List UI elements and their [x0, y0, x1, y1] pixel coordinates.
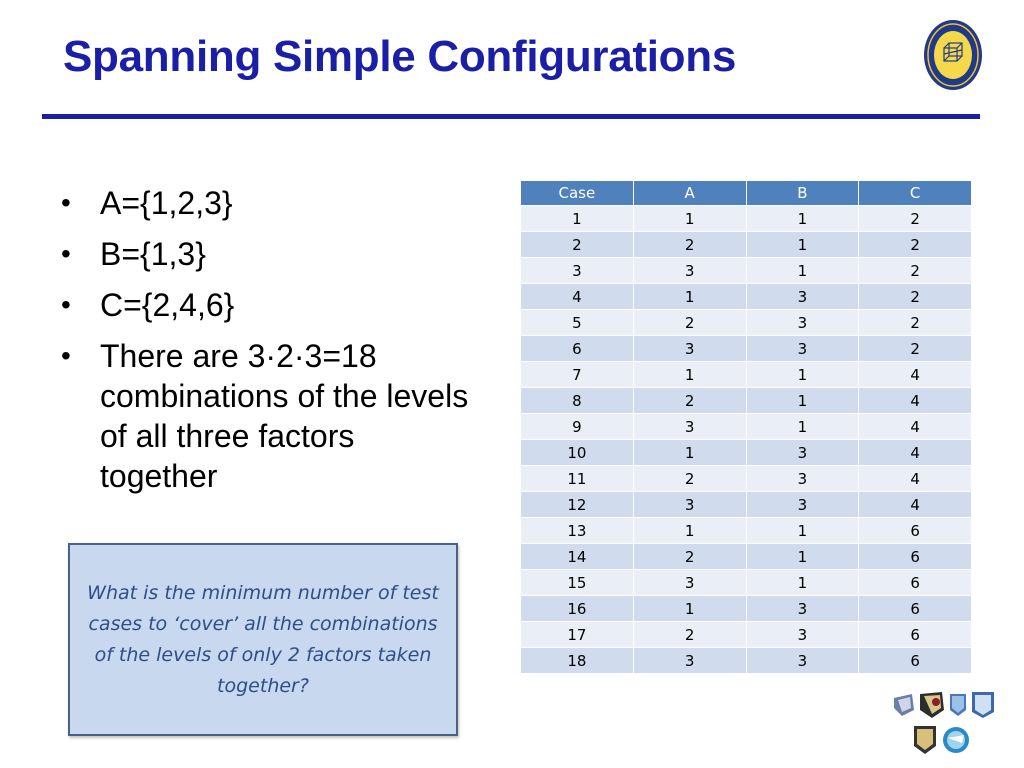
cell-c: 6	[859, 570, 972, 596]
cell-b: 3	[746, 648, 859, 674]
cell-case: 2	[521, 232, 634, 258]
bullet-item	[55, 336, 475, 496]
table-row	[521, 492, 972, 518]
cell-b: 3	[746, 492, 859, 518]
table-row	[521, 232, 972, 258]
cell-case: 10	[521, 440, 634, 466]
cell-case: 6	[521, 336, 634, 362]
cell-b: 3	[746, 336, 859, 362]
question-callout	[68, 543, 458, 736]
table-row	[521, 388, 972, 414]
cell-a: 2	[633, 466, 746, 492]
cell-a: 1	[633, 596, 746, 622]
cell-a: 2	[633, 544, 746, 570]
cell-a: 1	[633, 284, 746, 310]
cell-c: 6	[859, 622, 972, 648]
header-c: C	[859, 181, 972, 206]
table-row	[521, 310, 972, 336]
cell-b: 1	[746, 570, 859, 596]
cell-case: 3	[521, 258, 634, 284]
cell-a: 3	[633, 570, 746, 596]
cell-a: 1	[633, 440, 746, 466]
cell-c: 4	[859, 492, 972, 518]
cell-b: 1	[746, 362, 859, 388]
table-row	[521, 414, 972, 440]
cell-c: 4	[859, 414, 972, 440]
table-row	[521, 284, 972, 310]
cell-a: 2	[633, 388, 746, 414]
cell-case: 14	[521, 544, 634, 570]
bullet-item	[55, 183, 475, 223]
cell-b: 3	[746, 466, 859, 492]
cell-b: 1	[746, 518, 859, 544]
cell-case: 5	[521, 310, 634, 336]
table-row	[521, 258, 972, 284]
cell-b: 3	[746, 596, 859, 622]
bullet-item	[55, 285, 475, 325]
table-row	[521, 336, 972, 362]
cell-case: 11	[521, 466, 634, 492]
cell-c: 4	[859, 362, 972, 388]
cell-case: 12	[521, 492, 634, 518]
cell-b: 1	[746, 414, 859, 440]
slide-title: Spanning Simple Configurations	[63, 32, 737, 81]
table-row	[521, 570, 972, 596]
table-body	[521, 206, 972, 674]
cell-b: 1	[746, 206, 859, 232]
cell-a: 3	[633, 336, 746, 362]
table-row	[521, 518, 972, 544]
cell-a: 1	[633, 518, 746, 544]
table-row	[521, 544, 972, 570]
title-divider	[42, 114, 980, 119]
cell-c: 6	[859, 518, 972, 544]
cell-case: 8	[521, 388, 634, 414]
cell-a: 3	[633, 648, 746, 674]
cell-a: 1	[633, 362, 746, 388]
bullet-text: There are 3·2·3=18 combinations of the levels of all three factors together	[100, 338, 469, 494]
bullet-item	[55, 234, 475, 274]
cell-b: 3	[746, 310, 859, 336]
bullet-marker: •	[61, 289, 71, 320]
cell-case: 13	[521, 518, 634, 544]
cell-c: 4	[859, 440, 972, 466]
table-row	[521, 362, 972, 388]
cell-c: 4	[859, 466, 972, 492]
cell-c: 6	[859, 544, 972, 570]
cell-case: 7	[521, 362, 634, 388]
cell-case: 16	[521, 596, 634, 622]
cell-b: 1	[746, 258, 859, 284]
bullet-marker: •	[61, 238, 71, 269]
table-row	[521, 466, 972, 492]
cell-b: 1	[746, 232, 859, 258]
cell-b: 1	[746, 544, 859, 570]
cell-a: 3	[633, 414, 746, 440]
cell-b: 1	[746, 388, 859, 414]
cell-a: 2	[633, 310, 746, 336]
callout-text: What is the minimum number of test cases to ‘cover’ all the combinations of the levels of only 2 factors taken together?	[87, 581, 439, 697]
cell-b: 3	[746, 284, 859, 310]
cell-case: 15	[521, 570, 634, 596]
bullet-text: C={2,4,6}	[100, 287, 235, 323]
table-row	[521, 596, 972, 622]
bullet-text: A={1,2,3}	[100, 185, 233, 221]
cell-c: 2	[859, 258, 972, 284]
table-row	[521, 206, 972, 232]
cell-c: 6	[859, 648, 972, 674]
cell-c: 2	[859, 284, 972, 310]
cell-a: 2	[633, 622, 746, 648]
cell-b: 3	[746, 440, 859, 466]
bullet-marker: •	[61, 187, 71, 218]
cell-c: 2	[859, 232, 972, 258]
cell-case: 18	[521, 648, 634, 674]
cell-case: 4	[521, 284, 634, 310]
bullet-list	[55, 183, 475, 507]
cell-c: 6	[859, 596, 972, 622]
cell-case: 1	[521, 206, 634, 232]
header-case: Case	[521, 181, 634, 206]
cell-case: 9	[521, 414, 634, 440]
cell-a: 1	[633, 206, 746, 232]
cell-b: 3	[746, 622, 859, 648]
cell-c: 4	[859, 388, 972, 414]
cell-a: 3	[633, 492, 746, 518]
cell-a: 3	[633, 258, 746, 284]
table-row	[521, 440, 972, 466]
command-emblems-icon	[890, 688, 1002, 758]
cell-c: 2	[859, 336, 972, 362]
table-row	[521, 648, 972, 674]
bullet-text: B={1,3}	[100, 236, 206, 272]
bullet-marker: •	[61, 340, 71, 371]
cell-c: 2	[859, 206, 972, 232]
test-cases-table	[520, 180, 972, 674]
table-header-row	[521, 181, 972, 206]
table-row	[521, 622, 972, 648]
cell-case: 17	[521, 622, 634, 648]
header-a: A	[633, 181, 746, 206]
cell-c: 2	[859, 310, 972, 336]
header-b: B	[746, 181, 859, 206]
institute-seal-icon	[922, 18, 984, 92]
cell-a: 2	[633, 232, 746, 258]
